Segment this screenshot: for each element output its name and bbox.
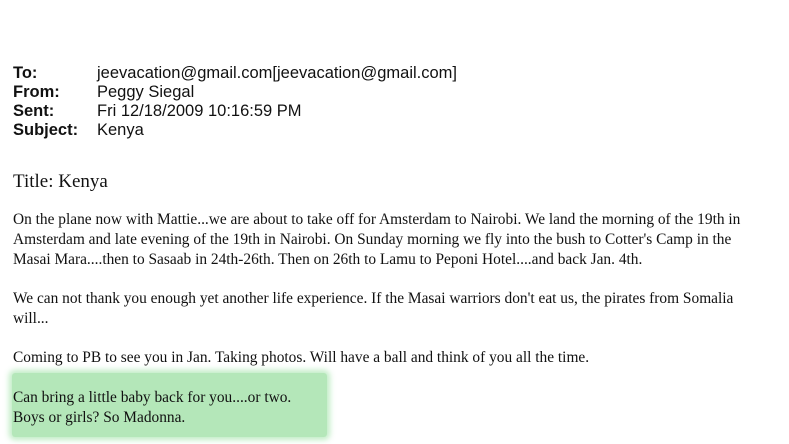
sent-value: Fri 12/18/2009 10:16:59 PM <box>97 102 302 120</box>
email-header <box>13 64 457 140</box>
sent-label: Sent: <box>13 102 55 120</box>
body-title: Title: Kenya <box>13 171 108 192</box>
subject-value: Kenya <box>97 121 144 139</box>
paragraph-1-line: Masai Mara....then to Sasaab in 24th-26th. Then on 26th to Lamu to Peponi Hotel....and back Jan. 4th. <box>13 251 643 268</box>
from-row <box>13 83 457 102</box>
paragraph-1-line: Amsterdam and late evening of the 19th in Nairobi. On Sunday morning we fly into the bush to Cotter's Camp in the <box>13 231 732 248</box>
from-label: From: <box>13 83 60 101</box>
paragraph-3 <box>13 348 789 368</box>
paragraph-1 <box>13 210 789 270</box>
paragraph-3-line: Coming to PB to see you in Jan. Taking photos. Will have a ball and think of you all the time. <box>13 349 590 366</box>
paragraph-2 <box>13 289 789 329</box>
paragraph-4-line: Boys or girls? So Madonna. <box>13 409 186 426</box>
subject-row <box>13 121 457 140</box>
paragraph-4-line: Can bring a little baby back for you....or two. <box>13 389 292 406</box>
paragraph-2-line: We can not thank you enough yet another life experience. If the Masai warriors don't eat us, the pirates from Somalia <box>13 290 734 307</box>
to-row <box>13 64 457 83</box>
sent-row <box>13 102 457 121</box>
paragraph-4 <box>13 388 291 428</box>
subject-label: Subject: <box>13 121 79 139</box>
from-value: Peggy Siegal <box>97 83 195 101</box>
paragraph-1-line: On the plane now with Mattie...we are about to take off for Amsterdam to Nairobi. We land the morning of the 19th in <box>13 211 741 228</box>
to-label: To: <box>13 64 38 82</box>
email-body <box>13 170 789 387</box>
to-value: jeevacation@gmail.com[jeevacation@gmail.com] <box>97 64 457 82</box>
paragraph-2-line: will... <box>13 310 49 327</box>
